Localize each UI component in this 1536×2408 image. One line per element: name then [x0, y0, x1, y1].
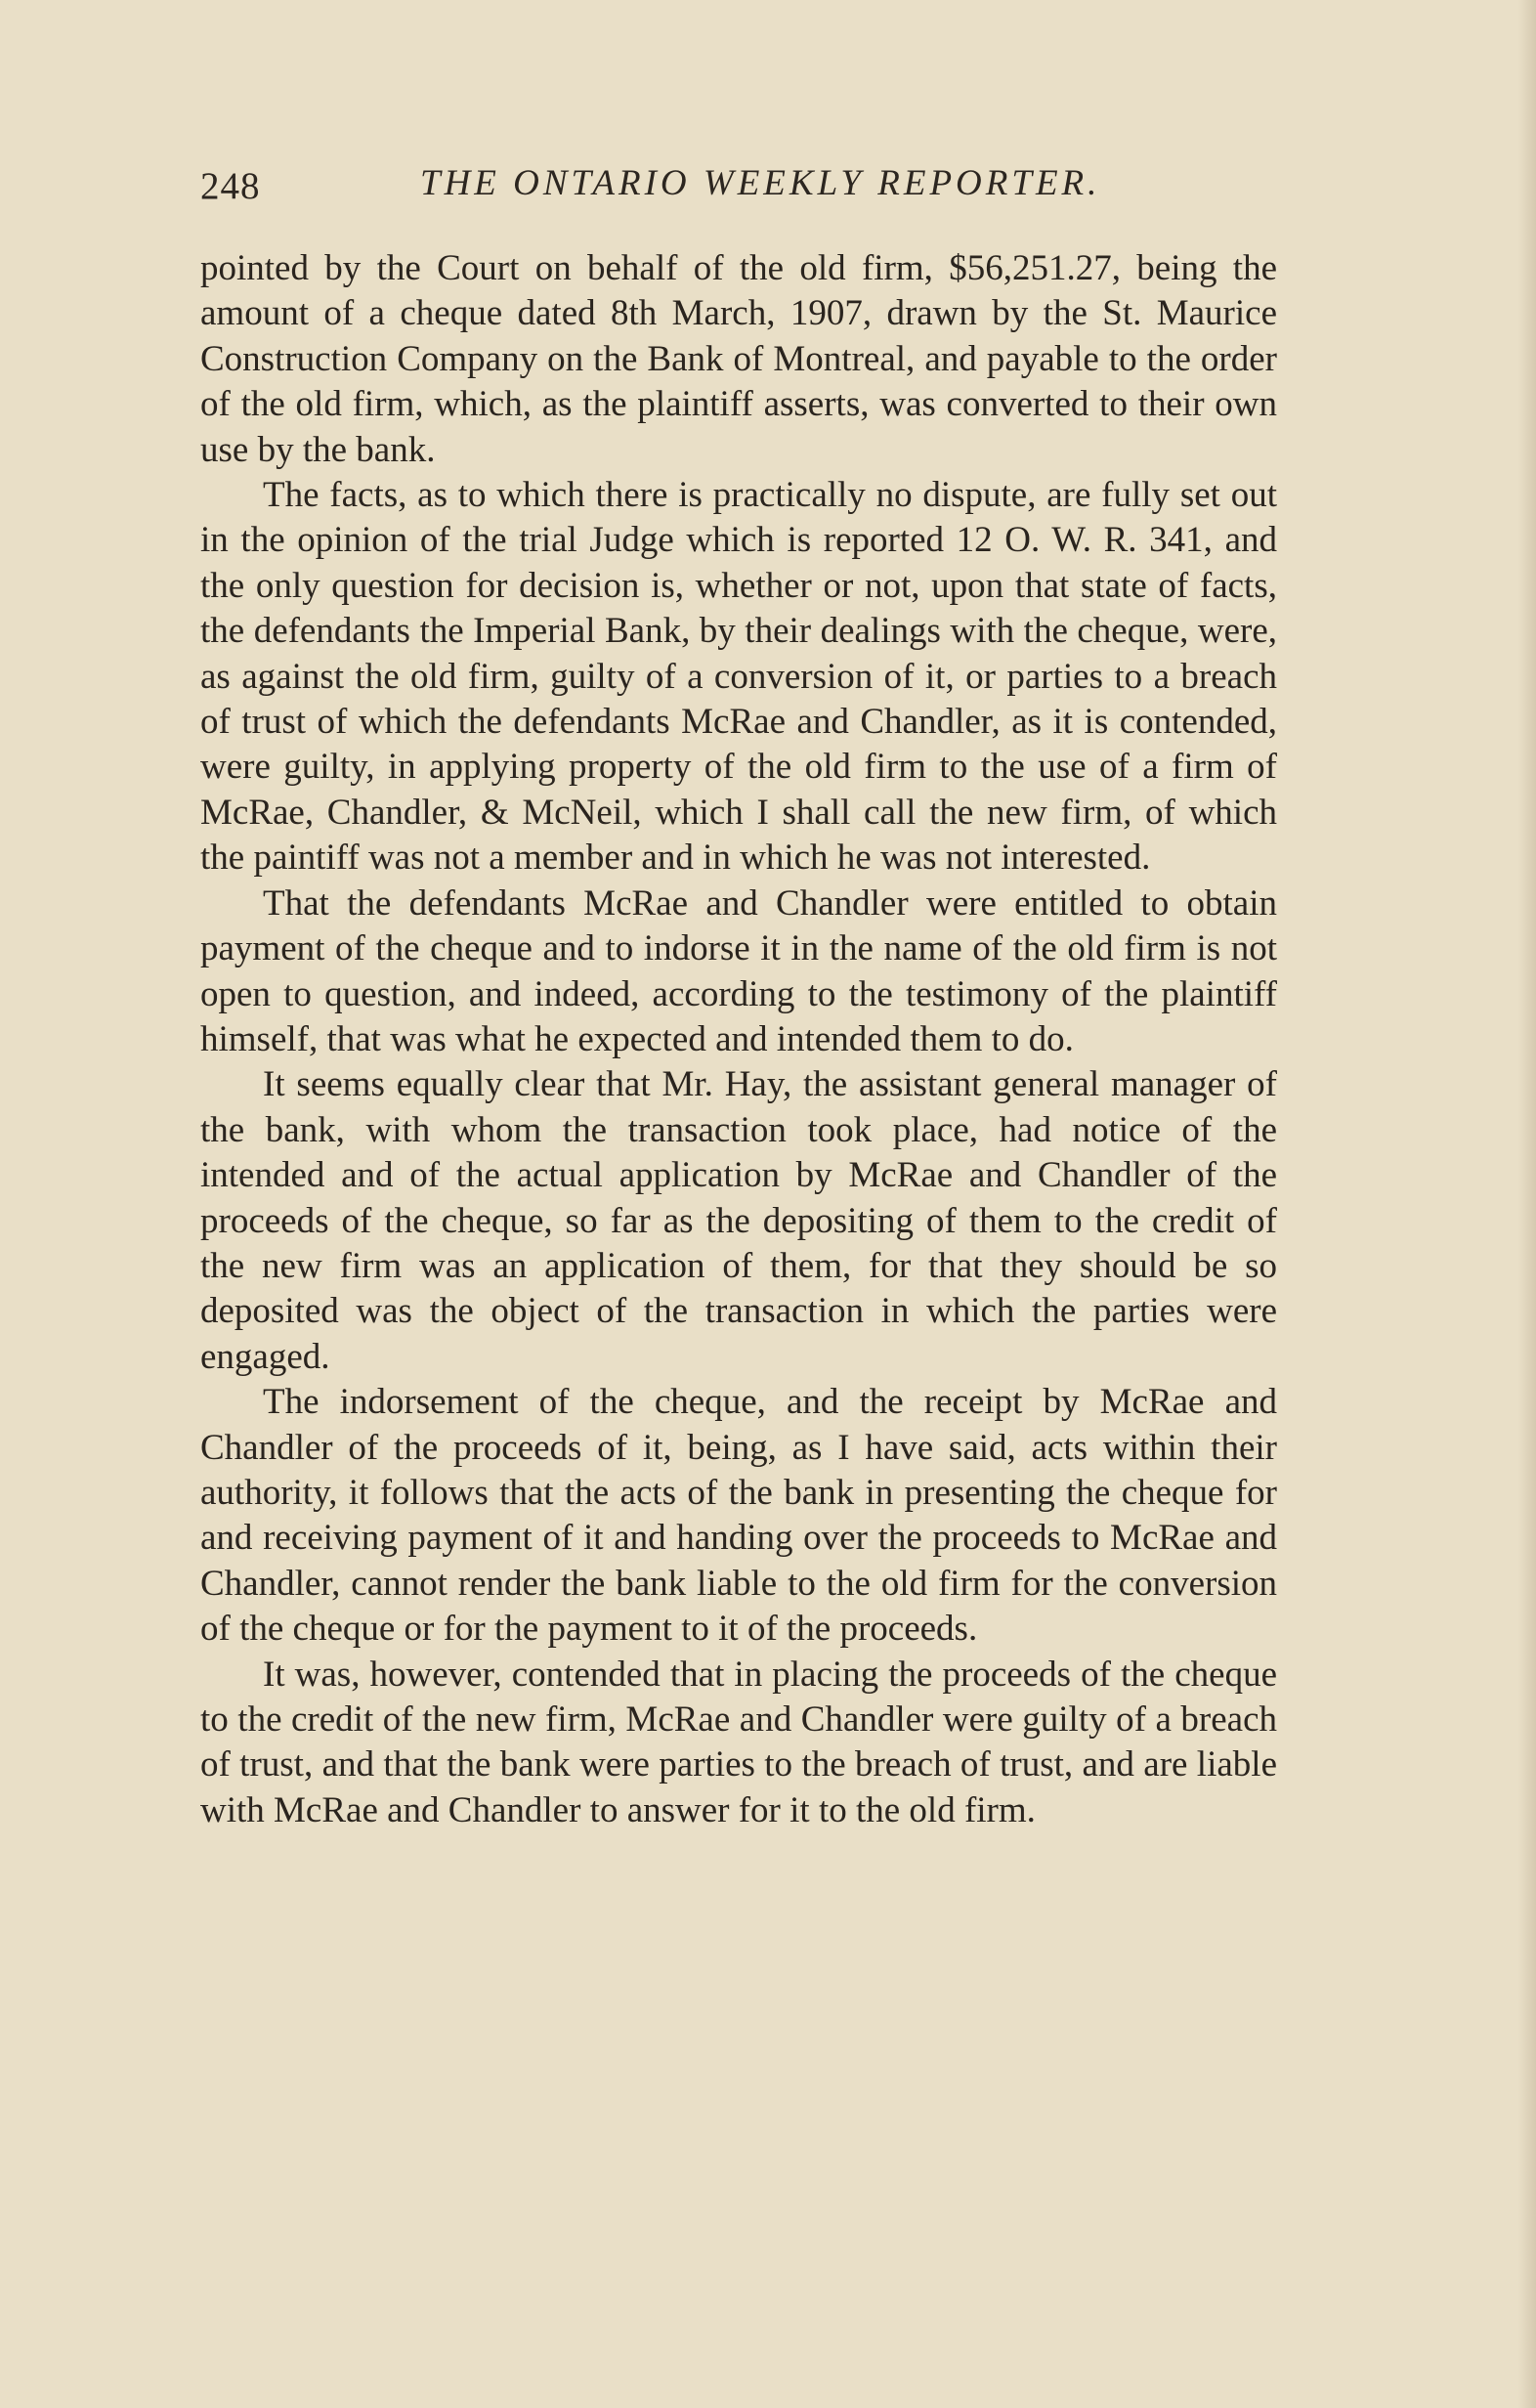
paragraph-entitlement: That the defendants McRae and Chandler were entitled to obtain payment of the cheque and to indorse it in the name of the old firm is not open to question, and indeed, according to the testimony of the plaintiff himself, that was what he expected and intended them to do. [200, 882, 1277, 1059]
paragraph-notice: It seems equally clear that Mr. Hay, the assistant general manager of the bank, with whom the transaction took place, had notice of the intended and of the actual application by McRae and Chandler of the proceeds of the cheque, so far as the depositing of them to the credit of the new firm was an application of them, for that they should be so deposited was the object of the transaction in which the parties were engaged. [200, 1064, 1277, 1377]
page-body [200, 246, 1277, 1833]
running-title: THE ONTARIO WEEKLY REPORTER. [420, 163, 1101, 203]
page-edge-shadow [1518, 0, 1536, 2408]
paragraph-continuation: pointed by the Court on behalf of the old firm, $56,251.27, being the amount of a cheque dated 8th March, 1907, drawn by the St. Maurice Construction Company on the Bank of Montreal, and payable to the order of the old firm, which, as the plaintiff asserts, was converted to their own use by the bank. [200, 248, 1277, 470]
paragraph-breach-of-trust: It was, however, contended that in placing the proceeds of the cheque to the credit of the new firm, McRae and Chandler were guilty of a breach of trust, and that the bank were parties to the breach of trust, and are liable with McRae and Chandler to answer for it to the old firm. [200, 1654, 1277, 1830]
page-number: 248 [200, 165, 261, 207]
paragraph-facts: The facts, as to which there is practically no dispute, are fully set out in the opinion of the trial Judge which is reported 12 O. W. R. 341, and the only question for decision is, whether or not, upon that state of facts, the defendants the Imperial Bank, by their dealings with the cheque, were, as against the old firm, guilty of a conversion of it, or parties to a breach of trust of which the defendants McRae and Chandler, as it is contended, were guilty, in applying property of the old firm to the use of a firm of McRae, Chandler, & McNeil, which I shall call the new firm, of which the paintiff was not a member and in which he was not interested. [200, 475, 1277, 879]
page-header [200, 158, 1295, 213]
paragraph-indorsement: The indorsement of the cheque, and the receipt by McRae and Chandler of the proceeds of it, being, as I have said, acts within their authority, it follows that the acts of the bank in presenting the cheque for and receiving payment of it and handing over the proceeds to McRae and Chandler, cannot render the bank liable to the old firm for the conversion of the cheque or for the payment to it of the proceeds. [200, 1382, 1277, 1650]
